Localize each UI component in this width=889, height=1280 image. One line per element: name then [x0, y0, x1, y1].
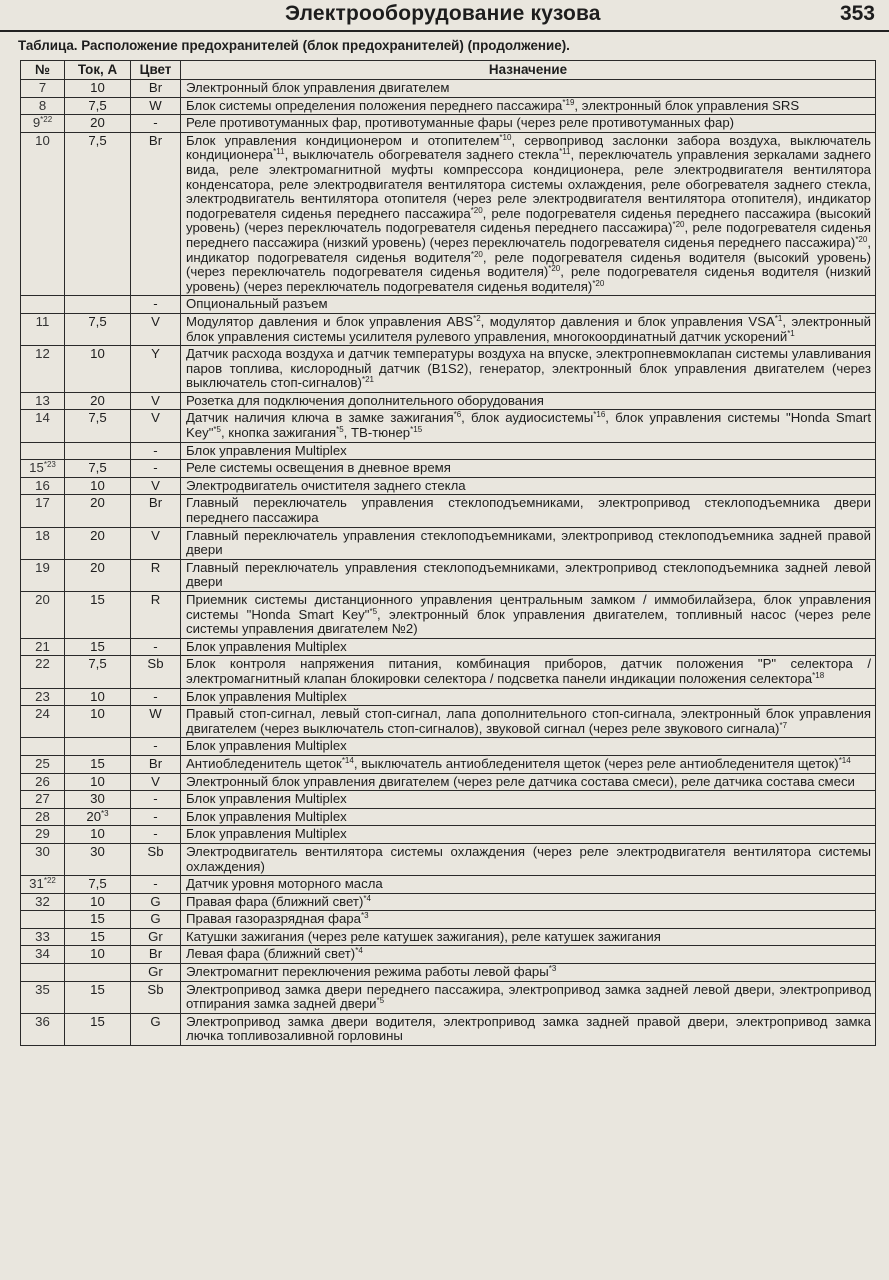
column-header-number: № [21, 61, 65, 80]
fuse-number: 26 [21, 773, 65, 791]
fuse-current: 15 [65, 592, 131, 639]
table-row [21, 928, 876, 946]
footnote-ref: *1 [774, 313, 783, 323]
fuse-current: 20 [65, 495, 131, 527]
table-row [21, 346, 876, 393]
footnote-ref: *5 [376, 996, 385, 1006]
table-row [21, 460, 876, 478]
column-header-purpose: Назначение [181, 61, 876, 80]
fuse-current: 7,5 [65, 656, 131, 688]
wire-color: Br [131, 132, 181, 296]
fuse-number: 7 [21, 80, 65, 98]
fuse-current: 15 [65, 755, 131, 773]
fuse-number: 23 [21, 688, 65, 706]
wire-color: - [131, 688, 181, 706]
fuse-purpose: Блок управления Multiplex [181, 688, 876, 706]
table-header-row [21, 61, 876, 80]
table-row [21, 738, 876, 756]
fuse-purpose: Электродвигатель вентилятора системы охлаждения (через реле электродвигателя вентилятора системы охлаждения) [181, 843, 876, 875]
footnote-ref: *5 [336, 425, 344, 435]
fuse-current: 15 [65, 981, 131, 1013]
wire-color: W [131, 97, 181, 115]
fuse-purpose: Главный переключатель управления стеклоподъемниками, электропривод стеклоподъемника задней левой двери [181, 559, 876, 591]
wire-color: - [131, 876, 181, 894]
fuse-current: 7,5 [65, 410, 131, 442]
footnote-ref: *11 [559, 147, 571, 157]
fuse-current: 10 [65, 773, 131, 791]
wire-color: - [131, 826, 181, 844]
fuse-current: 7,5 [65, 97, 131, 115]
footnote-ref: *22 [43, 876, 56, 886]
fuse-current: 15 [65, 1013, 131, 1045]
fuse-current: 10 [65, 80, 131, 98]
fuse-number: 15$^{*23}$ [21, 460, 65, 478]
fuse-number: 18 [21, 527, 65, 559]
table-body [21, 80, 876, 1046]
fuse-current: 7,5 [65, 132, 131, 296]
footnote-ref: *3 [548, 964, 557, 974]
table-row [21, 656, 876, 688]
table-row [21, 115, 876, 133]
footnote-ref: *18 [812, 670, 825, 680]
fuse-number: 19 [21, 559, 65, 591]
column-header-color: Цвет [131, 61, 181, 80]
table-row [21, 688, 876, 706]
fuse-purpose: Розетка для подключения дополнительного оборудования [181, 392, 876, 410]
page-header [0, 0, 889, 32]
fuse-purpose: Антиобледенитель щеток$^{*14}$, выключатель антиобледенителя щеток (через реле антиобледенителя щеток)$^{*14}$ [181, 755, 876, 773]
fuse-purpose: Датчик расхода воздуха и датчик температуры воздуха на впуске, электропневмоклапан системы улавливания паров топлива, кислородный датчик (B1S2), генератор, электронный блок управления двигателем (через выключатель стоп-сигналов)$^{*21}$ [181, 346, 876, 393]
fuse-number: 31$^{*22}$ [21, 876, 65, 894]
table-row [21, 392, 876, 410]
footnote-ref: *16 [593, 410, 606, 420]
table-row [21, 527, 876, 559]
fuse-current: 10 [65, 706, 131, 738]
wire-color: V [131, 392, 181, 410]
fuse-purpose: Электронный блок управления двигателем (через реле датчика состава смеси), реле датчика состава смеси [181, 773, 876, 791]
footnote-ref: *6 [453, 410, 462, 420]
wire-color: V [131, 313, 181, 345]
fuse-purpose: Опциональный разъем [181, 296, 876, 314]
footnote-ref: *15 [410, 425, 423, 435]
table-row [21, 80, 876, 98]
footnote-ref: *20 [672, 220, 685, 230]
table-row [21, 410, 876, 442]
table-row [21, 981, 876, 1013]
wire-color: - [131, 460, 181, 478]
fuse-purpose: Электродвигатель очистителя заднего стекла [181, 477, 876, 495]
fuse-purpose: Реле противотуманных фар, противотуманные фары (через реле противотуманных фар) [181, 115, 876, 133]
fuse-current: 10 [65, 946, 131, 964]
table-row [21, 876, 876, 894]
wire-color: Br [131, 495, 181, 527]
table-row [21, 592, 876, 639]
footnote-ref: *1 [787, 328, 795, 338]
wire-color: V [131, 410, 181, 442]
wire-color: W [131, 706, 181, 738]
footnote-ref: *23 [43, 460, 56, 470]
fuse-current: 10 [65, 893, 131, 911]
table-row [21, 843, 876, 875]
wire-color: - [131, 442, 181, 460]
wire-color: Br [131, 946, 181, 964]
fuse-current: 7,5 [65, 460, 131, 478]
footnote-ref: *4 [355, 946, 363, 956]
fuse-current [65, 296, 131, 314]
footnote-ref: *2 [473, 313, 481, 323]
table-row [21, 946, 876, 964]
page-number: 353 [839, 2, 875, 25]
wire-color: V [131, 477, 181, 495]
wire-color: Br [131, 80, 181, 98]
fuse-number: 36 [21, 1013, 65, 1045]
table-row [21, 495, 876, 527]
fuse-purpose: Блок контроля напряжения питания, комбинация приборов, датчик положения "P" селектора / электромагнитный клапан блокировки селектора / подсветка панели индикации положения селектора$^{*18}$ [181, 656, 876, 688]
table-row [21, 559, 876, 591]
table-row [21, 477, 876, 495]
footnote-ref: *20 [470, 205, 483, 215]
footnote-ref: *20 [855, 234, 868, 244]
fuse-current: 10 [65, 688, 131, 706]
fuse-number: 33 [21, 928, 65, 946]
table-caption: Таблица. Расположение предохранителей (блок предохранителей) (продолжение). [18, 38, 570, 53]
fuse-purpose: Датчик уровня моторного масла [181, 876, 876, 894]
wire-color: G [131, 893, 181, 911]
fuse-current: 20 [65, 527, 131, 559]
table-row [21, 97, 876, 115]
fuse-number: 22 [21, 656, 65, 688]
fuse-number: 29 [21, 826, 65, 844]
fuse-number: 30 [21, 843, 65, 875]
fuse-purpose: Приемник системы дистанционного управления центральным замком / иммобилайзера, блок управления системы "Honda Smart Key"$^{*5}$, электронный блок управления двигателем, топливный насос (через реле системы управления двигателем №2) [181, 592, 876, 639]
wire-color: - [131, 791, 181, 809]
fuse-number: 24 [21, 706, 65, 738]
fuse-number [21, 738, 65, 756]
footnote-ref: *20 [548, 264, 561, 274]
fuse-current: 7,5 [65, 313, 131, 345]
wire-color: - [131, 296, 181, 314]
fuse-number: 34 [21, 946, 65, 964]
fuse-purpose: Блок управления Multiplex [181, 638, 876, 656]
fuse-purpose: Электропривод замка двери переднего пассажира, электропривод замка задней левой двери, электропривод отпирания замка задней двери$^{*5}$ [181, 981, 876, 1013]
wire-color: - [131, 738, 181, 756]
wire-color: V [131, 527, 181, 559]
footnote-ref: *3 [360, 911, 369, 921]
wire-color: Gr [131, 928, 181, 946]
fuse-current: 15 [65, 911, 131, 929]
table-row [21, 893, 876, 911]
table-row [21, 296, 876, 314]
fuse-number: 32 [21, 893, 65, 911]
fuse-number: 16 [21, 477, 65, 495]
wire-color: Sb [131, 656, 181, 688]
footnote-ref: *7 [779, 720, 788, 730]
footnote-ref: *14 [838, 755, 851, 765]
fuse-number [21, 296, 65, 314]
fuse-current: 30 [65, 843, 131, 875]
fuse-number: 28 [21, 808, 65, 826]
fuse-purpose: Датчик наличия ключа в замке зажигания$^{*6}$, блок аудиосистемы$^{*16}$, блок управления системы "Honda Smart Key"$^{*5}$, кнопка зажигания$^{*5}$, ТВ-тюнер$^{*15}$ [181, 410, 876, 442]
fuse-number: 21 [21, 638, 65, 656]
footnote-ref: *19 [562, 97, 575, 107]
fuse-purpose: Электромагнит переключения режима работы левой фары$^{*3}$ [181, 964, 876, 982]
fuse-current: 20 [65, 559, 131, 591]
fuse-purpose: Правая газоразрядная фара$^{*3}$ [181, 911, 876, 929]
fuse-number: 35 [21, 981, 65, 1013]
wire-color: Gr [131, 964, 181, 982]
fuse-number: 11 [21, 313, 65, 345]
column-header-current: Ток, А [65, 61, 131, 80]
table-row [21, 1013, 876, 1045]
wire-color: R [131, 559, 181, 591]
fuse-purpose: Блок управления Multiplex [181, 791, 876, 809]
fuse-purpose: Реле системы освещения в дневное время [181, 460, 876, 478]
wire-color: G [131, 911, 181, 929]
table-row [21, 313, 876, 345]
wire-color: - [131, 638, 181, 656]
fuse-current: 20 [65, 392, 131, 410]
fuse-current [65, 442, 131, 460]
wire-color: V [131, 773, 181, 791]
table-row [21, 638, 876, 656]
fuse-current: 7,5 [65, 876, 131, 894]
table-row [21, 964, 876, 982]
footnote-ref: *11 [273, 147, 285, 157]
footnote-ref: *14 [341, 755, 354, 765]
table-row [21, 773, 876, 791]
table-row [21, 132, 876, 296]
fuse-number: 17 [21, 495, 65, 527]
footnote-ref: *5 [369, 606, 378, 616]
fuse-current: 15 [65, 638, 131, 656]
footnote-ref: *5 [213, 425, 221, 435]
fuse-purpose: Правая фара (ближний свет)$^{*4}$ [181, 893, 876, 911]
fuse-purpose: Главный переключатель управления стеклоподъемниками, электропривод стеклоподъемника задней правой двери [181, 527, 876, 559]
table-row [21, 826, 876, 844]
table-row [21, 706, 876, 738]
footnote-ref: *21 [361, 375, 374, 385]
wire-color: Br [131, 755, 181, 773]
fuse-current [65, 964, 131, 982]
fuse-number: 13 [21, 392, 65, 410]
table-row [21, 755, 876, 773]
fuse-purpose: Модулятор давления и блок управления ABS$^{*2}$, модулятор давления и блок управления VSA$^{*1}$, электронный блок управления системы усилителя рулевого управления, многокоординатный датчик ускорений$^{*1}$ [181, 313, 876, 345]
fuse-current [65, 738, 131, 756]
wire-color: Y [131, 346, 181, 393]
wire-color: - [131, 115, 181, 133]
fuse-purpose: Главный переключатель управления стеклоподъемниками, электропривод стеклоподъемника двери переднего пассажира [181, 495, 876, 527]
fuse-purpose: Блок системы определения положения переднего пассажира$^{*19}$, электронный блок управления SRS [181, 97, 876, 115]
fuse-number: 14 [21, 410, 65, 442]
fuse-table [20, 60, 876, 1046]
footnote-ref: *3 [101, 808, 109, 818]
fuse-current: 20 [65, 115, 131, 133]
fuse-number: 9$^{*22}$ [21, 115, 65, 133]
table-row [21, 808, 876, 826]
footnote-ref: *20 [592, 278, 605, 288]
fuse-current: 15 [65, 928, 131, 946]
fuse-current: 10 [65, 826, 131, 844]
fuse-purpose: Блок управления Multiplex [181, 738, 876, 756]
wire-color: G [131, 1013, 181, 1045]
wire-color: - [131, 808, 181, 826]
fuse-number: 8 [21, 97, 65, 115]
wire-color: R [131, 592, 181, 639]
footnote-ref: *10 [499, 132, 512, 142]
fuse-number: 25 [21, 755, 65, 773]
fuse-purpose: Электропривод замка двери водителя, электропривод замка задней правой двери, электропривод замка лючка топливозаливной горловины [181, 1013, 876, 1045]
table-row [21, 442, 876, 460]
fuse-purpose: Электронный блок управления двигателем [181, 80, 876, 98]
fuse-purpose: Блок управления Multiplex [181, 826, 876, 844]
fuse-number [21, 442, 65, 460]
fuse-current: 30 [65, 791, 131, 809]
fuse-current: 10 [65, 346, 131, 393]
wire-color: Sb [131, 843, 181, 875]
wire-color: Sb [131, 981, 181, 1013]
fuse-purpose: Блок управления Multiplex [181, 808, 876, 826]
footnote-ref: *22 [40, 115, 53, 125]
table-row [21, 791, 876, 809]
fuse-purpose: Блок управления кондиционером и отопителем$^{*10}$, сервопривод заслонки забора воздуха, выключатель кондиционера$^{*11}$, выключатель обогревателя заднего стекла$^{*11}$, переключатель управления зеркалами заднего вида, реле электромагнитной муфты компрессора кондиционера, реле электродвигателя вентилятора конденсатора, реле электродвигателя вентилятора системы охлаждения, реле обогревателя заднего стекла, электродвигатель вентилятора отопителя (через реле электродвигателя вентилятора отопителя), индикатор подогревателя сиденья переднего пассажира$^{*20}$, реле подогревателя сиденья переднего пассажира (высокий уровень) (через переключатель подогревателя сиденья переднего пассажира)$^{*20}$, реле подогревателя сиденья переднего пассажира (низкий уровень) (через переключатель подогревателя сиденья переднего пассажира)$^{*20}$, индикатор подогревателя сиденья водителя$^{*20}$, реле подогревателя сиденья водителя (высокий уровень) (через переключатель подогревателя сиденья водителя)$^{*20}$, реле подогревателя сиденья водителя (низкий уровень) (через переключатель подогревателя сиденья водителя)$^{*20}$ [181, 132, 876, 296]
fuse-current: 20$^{*3}$ [65, 808, 131, 826]
footnote-ref: *4 [363, 893, 371, 903]
fuse-number [21, 911, 65, 929]
fuse-purpose: Блок управления Multiplex [181, 442, 876, 460]
fuse-number: 12 [21, 346, 65, 393]
fuse-number: 20 [21, 592, 65, 639]
fuse-purpose: Левая фара (ближний свет)$^{*4}$ [181, 946, 876, 964]
fuse-purpose: Правый стоп-сигнал, левый стоп-сигнал, лапа дополнительного стоп-сигнала, электронный блок управления двигателем (через выключатель стоп-сигналов), звуковой сигнал (через реле звукового сигнала)$^{*7}$ [181, 706, 876, 738]
fuse-number [21, 964, 65, 982]
fuse-number: 10 [21, 132, 65, 296]
fuse-purpose: Катушки зажигания (через реле катушек зажигания), реле катушек зажигания [181, 928, 876, 946]
fuse-current: 10 [65, 477, 131, 495]
table-row [21, 911, 876, 929]
footnote-ref: *20 [470, 249, 483, 259]
page-title: Электрооборудование кузова [285, 2, 601, 25]
fuse-number: 27 [21, 791, 65, 809]
